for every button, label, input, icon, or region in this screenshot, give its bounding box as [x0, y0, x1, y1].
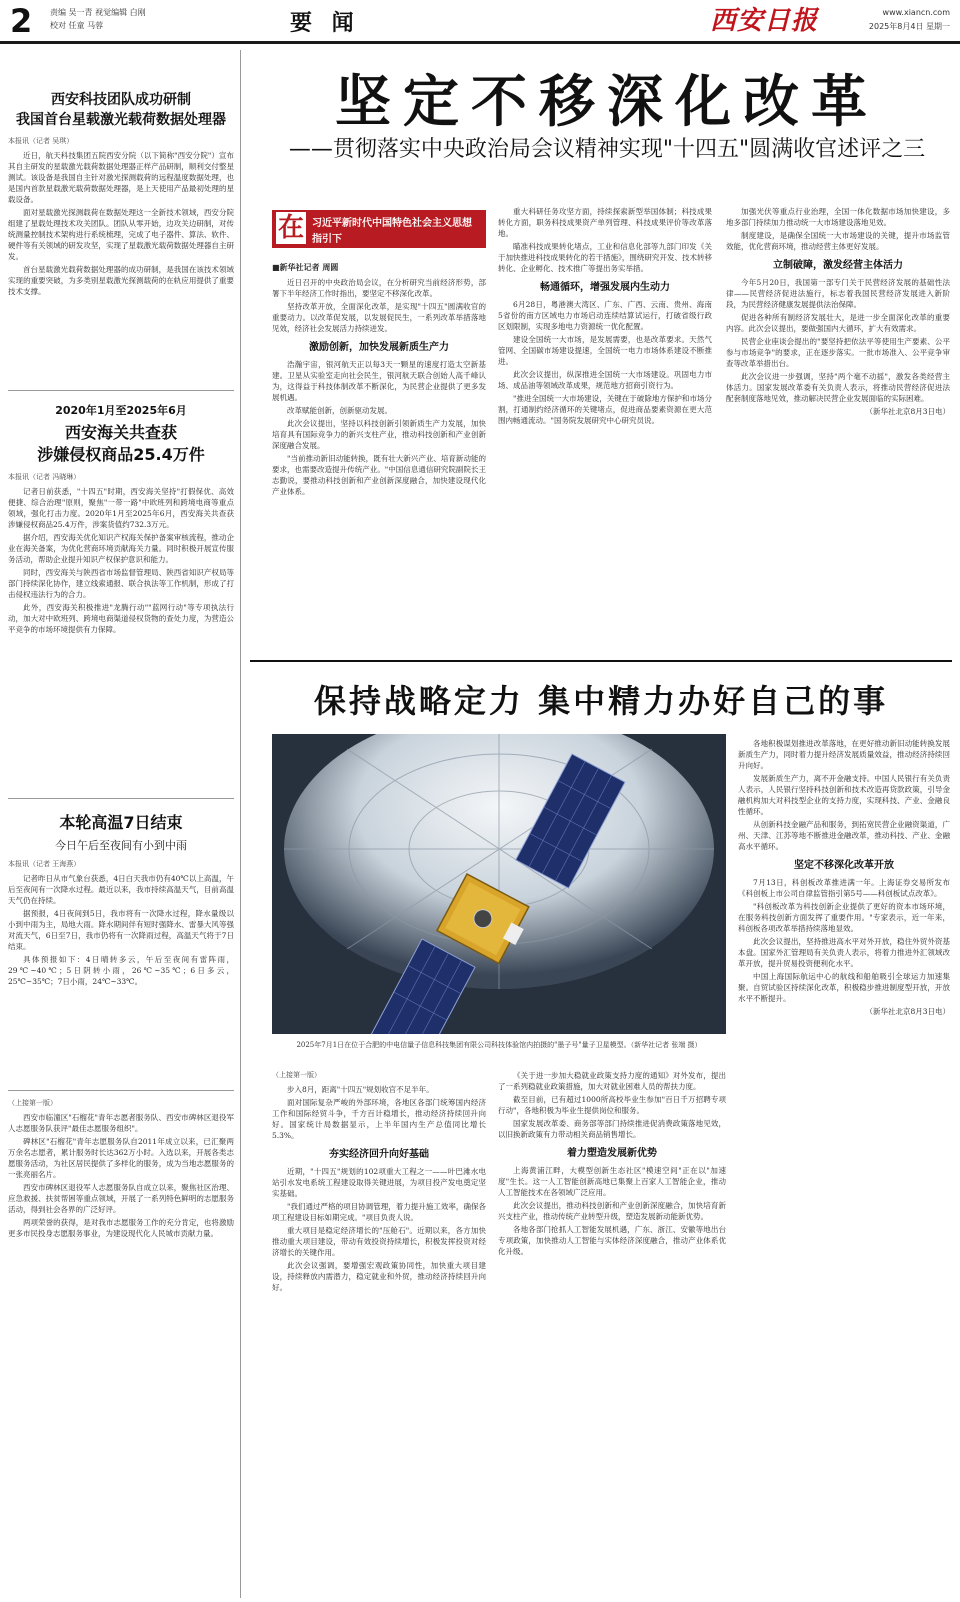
story-body [8, 136, 234, 297]
paragraph: 上海黄浦江畔，大模型创新生态社区"模速空间"正在以"加速度"生长。这一人工智能创新高地已集聚上百家人工智能企业，推动人工智能技术在各领域广泛应用。 [498, 1166, 726, 1197]
newspaper-logo: 西安日报 [710, 6, 819, 36]
continued-label: （上接第一版） [8, 1099, 57, 1107]
paragraph: 发展新质生产力，离不开金融支持。中国人民银行有关负责人表示，人民银行坚持科技创新和技术改造再贷款政策，引导金融机构加大对科技型企业的支持力度，实现科技、产业、金融良性循环。 [738, 774, 950, 816]
paragraph: 瞄准科技成果转化堵点，工业和信息化部等九部门印发《关于加快推进科技成果转化的若干措施》，围绕研究开发、技术转移转化、企业孵化、技术推广等提出务实举措。 [498, 242, 712, 273]
second-lower-col-2 [498, 1070, 726, 1259]
dateline: 本报讯（记者 吴琪） [8, 137, 74, 145]
editors-line-2: 校对 任童 马蓉 [50, 21, 104, 30]
paragraph: "我们通过严格的项目协调管理，着力提升施工效率，确保各项工程建设目标如期完成。"项目负责人说。 [272, 1202, 486, 1222]
paragraph: 坚持改革开放，全面深化改革，是实现"十四五"圆满收官的重要动力。以改革促发展，以发展促民生，一系列改革举措落地见效，经济社会发展活力持续迸发。 [272, 302, 486, 333]
paragraph: 具体预报如下：4日晴转多云，午后至夜间有雷阵雨，29℃~40℃；5日阴转小雨，26℃~35℃；6日多云，25℃~35℃；7日小雨，24℃~33℃。 [8, 955, 234, 986]
paragraph: 据预报，4日夜间到5日，我市将有一次降水过程，降水量级以小到中雨为主，局地大雨。降水期间伴有短时强降水、雷暴大风等强对流天气，6日至7日，我市仍将有一次降雨过程，高温天气将于7日结束。 [8, 909, 234, 951]
satellite-photo [272, 734, 726, 1034]
paragraph: 重大科研任务攻坚方面，持续探索新型举国体制；科技成果转化方面，职务科技成果资产单列管理、科技成果评价等改革落地。 [498, 207, 712, 238]
story-laser-processor [8, 90, 234, 299]
dateline-end: （新华社北京8月3日电） [865, 1007, 950, 1016]
paragraph: 两项荣誉的获得，是对我市志愿服务工作的充分肯定，也将激励更多市民投身志愿服务事业，为建设现代化人民城市贡献力量。 [8, 1218, 234, 1238]
issue-date: 2025年8月4日 星期一 [868, 22, 950, 31]
story-volunteers [8, 1098, 234, 1241]
paragraph: 记者昨日从市气象台获悉，4日白天我市仍有40℃以上高温，午后至夜间有一次降水过程。最近以来，我市持续高温天气，目前高温天气仍在持续。 [8, 874, 234, 905]
paragraph: 中国上海国际航运中心的航线和船舶吸引全球运力加速集聚。自贸试验区持续深化改革，积极稳步推进制度型开放，开放水平不断提升。 [738, 972, 950, 1003]
headline-line-1: 西安科技团队成功研制 [51, 92, 191, 108]
paragraph: 面对星载激光探测载荷在数据处理这一全新技术领域，西安分院组建了星载处理技术攻关团队。团队从零开始，边攻关边研制，对传统测量控制技术架构进行系统梳理，完成了电子器件、算法、软件、硬件等有关领域的研发攻坚，实现了星载激光载荷数据处理器自主研发。 [8, 208, 234, 261]
paragraph: 浩瀚宇宙，银河航天正以每3天一颗星的速度打造太空新基建。卫星从实验室走向社会民生，银河航天联合创始人高千峰认为，这得益于科技体制改革不断深化，为民营企业提供了更多发展机遇。 [272, 360, 486, 402]
paragraph: "推进全国统一大市场建设，关键在于破除地方保护和市场分割，打通制约经济循环的关键堵点，促进商品要素资源在更大范围内畅通流动。"国务院发展研究中心研究员说。 [498, 394, 712, 425]
paragraph: 此次会议进一步强调，坚持"两个毫不动摇"，激发各类经营主体活力。国家发展改革委有关负责人表示，将推动民营经济促进法配套制度落地见效，推动解决民营企业发展面临的实际困难。 [726, 372, 950, 403]
paragraph: 截至目前，已有超过1000所高校毕业生参加"百日千万招聘专项行动"，各地积极为毕业生提供岗位和服务。 [498, 1095, 726, 1115]
left-column [8, 50, 234, 1598]
story-heatwave [8, 812, 234, 989]
main-headline: 坚定不移深化改革 [335, 70, 879, 135]
section-subhead: 坚定不移深化改革开放 [794, 860, 894, 871]
paragraph: 步入8月，距离"十四五"规划收官不足半年。 [287, 1085, 434, 1094]
main-col-2 [498, 206, 712, 428]
paragraph: 建设全国统一大市场，是发展需要，也是改革要求。天然气管网、全国碳市场建设提速，全国统一电力市场体系建设不断推进。 [498, 335, 712, 366]
masthead-meta [869, 6, 950, 34]
editor-credits [50, 6, 146, 32]
headline-line-2: 涉嫌侵权商品25.4万件 [37, 445, 205, 464]
paragraph: 加强光伏等重点行业治理，全国一体化数据市场加快建设，多地多部门持续加力推动统一大市场建设落地见效。 [726, 207, 950, 227]
story-subheadline: 今日午后至夜间有小到中雨 [55, 839, 187, 852]
paragraph: 同时，西安海关与陕西省市场监督管理局、陕西省知识产权局等部门持续深化协作，建立线索通报、联合执法等工作机制，形成了打击侵权违法行为的合力。 [8, 568, 234, 599]
paragraph: 此次会议提出，坚持以科技创新引领新质生产力发展，加快培育具有国际竞争力的新兴支柱产业，推动科技创新和产业创新深度融合发展。 [272, 419, 486, 450]
second-article-banner [250, 660, 952, 726]
paragraph: 从创新科技金融产品和服务，到拓宽民营企业融资渠道，广州、天津、江苏等地不断推进金融改革，推动科技、产业、金融高水平循环。 [738, 820, 950, 851]
satellite-illustration [272, 734, 726, 1034]
paragraph: 重大项目是稳定经济增长的"压舱石"。近期以来，各方加快推动重大项目建设，带动有效投资持续增长，积极发挥投资对经济增长的关键作用。 [272, 1226, 486, 1257]
column-tag [272, 210, 486, 248]
column-tag-line-2: 指引下 [312, 234, 342, 245]
site-url[interactable]: www.xiancn.com [882, 8, 950, 17]
section-subhead: 激励创新，加快发展新质生产力 [309, 342, 449, 353]
paragraph: 国家发展改革委、商务部等部门持续推进促消费政策落地见效，以旧换新政策有力带动相关商品销售增长。 [498, 1119, 726, 1139]
paragraph: 近日，航天科技集团五院西安分院（以下简称"西安分院"）宣布其自主研发的星载激光载荷数据处理器正样产品研制，顺利交付整星测试。该设备是我国自主针对激光探测载荷的远程温度数据处理，也是国内首款星载激光载荷数据处理器，是上天使用产品最初处理的星载设备。 [8, 151, 234, 204]
section-subhead: 畅通循环，增强发展内生动力 [540, 282, 670, 293]
section-subhead: 夯实经济回升向好基础 [329, 1149, 429, 1160]
paragraph: 改革赋能创新，创新驱动发展。 [287, 406, 392, 415]
story-kicker: 2020年1月至2025年6月 [55, 404, 187, 417]
paragraph: 此次会议提出，坚持推进高水平对外开放，稳住外贸外资基本盘。国家外汇管理局有关负责人表示，将着力推进外汇领域改革开放，提升贸易投资便利化水平。 [738, 937, 950, 968]
paragraph: 此次会议强调，要增强宏观政策协同性，加快重大项目建设，持续释放内需潜力，稳定就业和外贸，推动经济持续回升向好。 [272, 1261, 486, 1292]
paragraph: 面对国际复杂严峻的外部环境，各地区各部门统筹国内经济工作和国际经贸斗争，千方百计稳增长，推动经济持续回升向好。国家统计局数据显示，上半年国内生产总值同比增长5.3%。 [272, 1098, 486, 1140]
paragraph: 促进各种所有制经济发展壮大，是进一步全面深化改革的重要内容。此次会议提出，要做强国内大循环，扩大有效需求。 [726, 313, 950, 333]
section-subhead: 立制破障，激发经营主体活力 [773, 260, 903, 271]
second-right-col [738, 738, 950, 1019]
paragraph: 据介绍，西安海关优化知识产权海关保护备案审核流程，推动企业在海关备案，为优化营商环境贡献海关力量。同时积极开展宣传服务活动，帮助企业提升知识产权保护意识和能力。 [8, 533, 234, 564]
paragraph: 6月28日，粤港澳大湾区、广东、广西、云南、贵州、海南5省份的南方区域电力市场启动连续结算试运行，打破省级行政区划限制，实现多地电力资源统一优化配置。 [498, 300, 712, 331]
paragraph: 记者日前获悉，"十四五"时期，西安海关坚持"打假保优、高效便捷、综合治理"原则，聚焦"一带一路"中欧班列和跨境电商等重点领域，强化打击力度。2020年1月至2025年6月，西安海关共查获涉嫌侵权商品25.4万件，涉案货值约732.3万元。 [8, 487, 234, 529]
dateline-end: （新华社北京8月3日电） [865, 407, 950, 416]
story-customs [8, 402, 234, 637]
story-body [8, 1098, 234, 1239]
dateline: 本报讯（记者 王海燕） [8, 860, 81, 868]
dateline: 本报讯（记者 冯晓琳） [8, 473, 81, 481]
story-headline: 本轮高温7日结束 [59, 813, 183, 832]
section-subhead: 着力塑造发展新优势 [567, 1148, 657, 1159]
headline-line-1: 西安海关共查获 [64, 423, 177, 442]
byline: ■新华社记者 周圆 [272, 263, 339, 272]
paragraph: 《关于进一步加大稳就业政策支持力度的通知》对外发布，提出了一系列稳就业政策措施，加大对就业困难人员的帮扶力度。 [498, 1071, 726, 1091]
paragraph: 西安市临潼区"石榴花"青年志愿者服务队、西安市碑林区退役军人志愿服务队获评"最佳志愿服务组织"。 [8, 1113, 234, 1133]
continued-label: （上接第一版） [272, 1071, 321, 1079]
story-body [8, 859, 234, 987]
paragraph: 7月13日，科创板改革推进满一年。上海证券交易所发布《科创板上市公司自律监管指引第5号——科创板试点改革》。 [738, 878, 950, 898]
divider [8, 798, 234, 799]
column-tag-line-1: 习近平新时代中国特色社会主义思想 [312, 218, 472, 229]
column-tag-glyph: 在 [277, 213, 304, 243]
paragraph: 此次会议提出，纵深推进全国统一大市场建设。巩固电力市场、成品油等领域改革成果，规范地方招商引资行为。 [498, 370, 712, 390]
story-headline [8, 90, 234, 130]
paragraph: 今年5月20日，我国第一部专门关于民营经济发展的基础性法律——民营经济促进法施行，标志着我国民营经济发展进入新阶段，为民营经济健康发展提供法治保障。 [726, 278, 950, 309]
paragraph: "科创板改革为科技创新企业提供了更好的资本市场环境，在服务科技创新方面发挥了重要作用。"专家表示，近一年来，科创板各项改革举措持续落地显效。 [738, 902, 950, 933]
paragraph: 此外，西安海关积极推进"龙腾行动""蓝网行动"等专项执法行动，加大对中欧班列、跨境电商渠道侵权货物的查处力度，为营造公平竞争的市场环境提供有力保障。 [8, 603, 234, 634]
story-body [8, 472, 234, 635]
second-lower-col-1 [272, 1070, 486, 1295]
section-title: 要 闻 [290, 11, 360, 36]
photo-caption: 2025年7月1日在位于合肥的中电信量子信息科技集团有限公司科技体验馆内拍摄的"墨子号"量子卫星模型。（新华社记者 张端 摄） [296, 1041, 702, 1049]
divider [8, 1090, 234, 1091]
paragraph: 民营企业座谈会提出的"要坚持把依法平等使用生产要素、公平参与市场竞争"的要求，正在逐步落实。一批市场准入、公平竞争审查等改革举措出台。 [726, 337, 950, 368]
masthead [0, 0, 960, 44]
main-col-1 [272, 262, 486, 499]
paragraph: 制度建设，是确保全国统一大市场建设的关键，提升市场监管效能，优化营商环境，推动经营主体更好发展。 [726, 231, 950, 251]
paragraph: 此次会议提出，推动科技创新和产业创新深度融合，加快培育新兴支柱产业，推动传统产业转型升级，塑造发展新动能新优势。 [498, 1201, 726, 1221]
paragraph: 近期，"十四五"规划的102项重大工程之一——叶巴滩水电站引水发电系统工程建设取得关键进展，为项目投产发电奠定坚实基础。 [272, 1167, 486, 1198]
second-headline: 保持战略定力 集中精力办好自己的事 [313, 682, 889, 720]
paragraph: 首台星载激光载荷数据处理器的成功研制，是我国在该技术领域实现的重要突破，为多类别星载激光探测载荷的在轨应用提供了重要技术支撑。 [8, 265, 234, 296]
editors-line-1: 责编 吴一青 视觉编辑 白刚 [50, 8, 146, 17]
divider [8, 390, 234, 391]
story-headline [8, 422, 234, 466]
paragraph: 各地各部门抢抓人工智能发展机遇，广东、浙江、安徽等地出台专项政策，加快推动人工智能与实体经济深度融合，推动产业体系优化升级。 [498, 1225, 726, 1256]
paragraph: 近日召开的中央政治局会议，在分析研究当前经济形势，部署下半年经济工作时指出，要坚定不移深化改革。 [272, 278, 486, 298]
headline-line-2: 我国首台星载激光载荷数据处理器 [16, 112, 226, 128]
column-divider [240, 50, 241, 1598]
paragraph: "当前推动新旧动能转换，既有壮大新兴产业、培育新动能的要求，也需要改造提升传统产业。"中国信息通信研究院副院长王志勤说，要推动科技创新和产业创新深度融合，加快建设现代化产业体系。 [272, 454, 486, 496]
paragraph: 碑林区"石榴花"青年志愿服务队自2011年成立以来，已汇聚两万余名志愿者，累计服务时长达362万小时。入选以来，开展各类志愿服务活动，为社区居民提供了多样化的服务，成为当地志愿服务的一张亮丽名片。 [8, 1137, 234, 1179]
main-col-3 [726, 206, 950, 419]
main-subheadline: ——贯彻落实中央政治局会议精神实现"十四五"圆满收官述评之三 [288, 137, 926, 162]
paragraph: 各地积极谋划推进改革落地，在更好推动新旧动能转换发展新质生产力，同时着力提升经济发展质量效益，推动经济持续回升向好。 [738, 739, 950, 770]
page-number: 2 [10, 2, 33, 40]
paragraph: 西安市碑林区退役军人志愿服务队自成立以来，聚焦社区治理、应急救援、扶贫帮困等重点领域，开展了一系列特色鲜明的志愿服务活动，得到社会各界的广泛好评。 [8, 1183, 234, 1214]
